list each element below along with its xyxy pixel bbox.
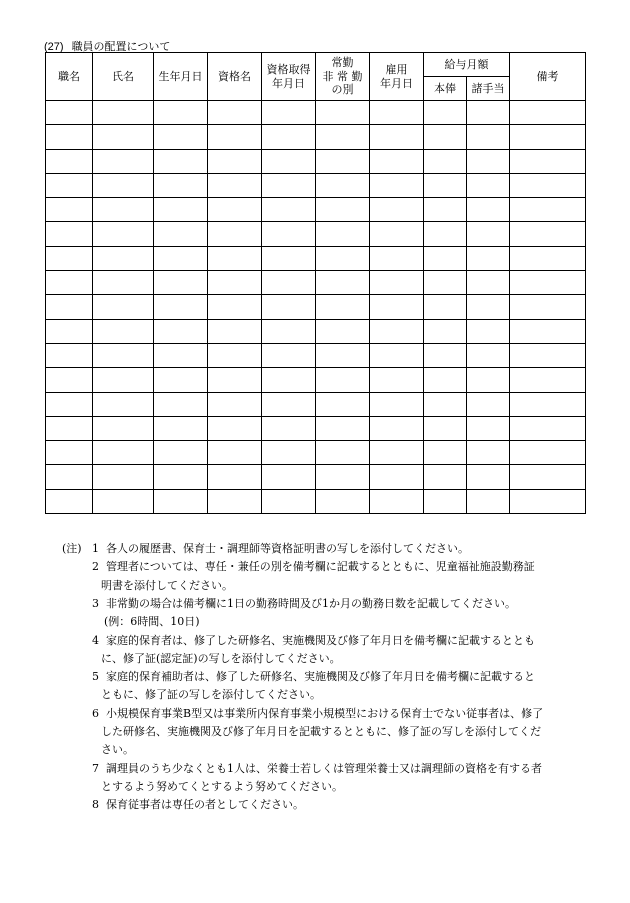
table-cell[interactable]: [424, 101, 467, 125]
table-cell[interactable]: [262, 173, 316, 197]
note-text: とするよう努めてくとするよう努めてください。: [101, 779, 343, 793]
table-row: [46, 465, 586, 489]
table-cell[interactable]: [154, 441, 208, 465]
table-cell[interactable]: [424, 319, 467, 343]
table-cell[interactable]: [46, 271, 93, 295]
table-cell[interactable]: [510, 392, 586, 416]
table-cell[interactable]: [262, 246, 316, 270]
table-cell[interactable]: [467, 149, 510, 173]
table-cell[interactable]: [467, 441, 510, 465]
table-cell[interactable]: [370, 246, 424, 270]
table-cell[interactable]: [46, 295, 93, 319]
table-cell[interactable]: [424, 392, 467, 416]
table-cell[interactable]: [262, 319, 316, 343]
table-cell[interactable]: [46, 246, 93, 270]
table-cell[interactable]: [93, 441, 154, 465]
table-cell[interactable]: [93, 101, 154, 125]
table-cell[interactable]: [510, 271, 586, 295]
table-cell[interactable]: [467, 173, 510, 197]
table-cell[interactable]: [510, 101, 586, 125]
note-text: 明書を添付してください。: [101, 578, 233, 592]
table-cell[interactable]: [370, 489, 424, 513]
table-cell[interactable]: [208, 246, 262, 270]
table-cell[interactable]: [93, 343, 154, 367]
table-cell[interactable]: [46, 489, 93, 513]
note-number: 5: [92, 670, 99, 684]
note-text: 小規模保育事業B型又は事業所内保育事業小規模型における保育士でない従事者は、修了: [106, 706, 544, 720]
table-cell[interactable]: [510, 416, 586, 440]
header-fulltime-line2: 非 常 勤: [322, 69, 363, 83]
table-row: [46, 368, 586, 392]
table-cell[interactable]: [370, 441, 424, 465]
table-cell[interactable]: [93, 489, 154, 513]
table-cell[interactable]: [262, 198, 316, 222]
table-cell[interactable]: [316, 295, 370, 319]
header-allowances: 諸手当: [467, 77, 510, 101]
header-fulltime-line3: の別: [331, 83, 354, 97]
table-cell[interactable]: [262, 125, 316, 149]
table-cell[interactable]: [467, 101, 510, 125]
table-cell[interactable]: [46, 392, 93, 416]
table-cell[interactable]: [262, 416, 316, 440]
table-cell[interactable]: [424, 441, 467, 465]
table-cell[interactable]: [316, 343, 370, 367]
table-cell[interactable]: [316, 465, 370, 489]
table-cell[interactable]: [93, 198, 154, 222]
table-cell[interactable]: [46, 125, 93, 149]
table-cell[interactable]: [46, 101, 93, 125]
table-cell[interactable]: [370, 319, 424, 343]
table-cell[interactable]: [510, 441, 586, 465]
table-cell[interactable]: [370, 149, 424, 173]
table-cell[interactable]: [46, 319, 93, 343]
table-cell[interactable]: [93, 392, 154, 416]
table-cell[interactable]: [208, 295, 262, 319]
note-text: 家庭的保育補助者は、修了した研修名、実施機関及び修了年月日を備考欄に記載すると: [106, 670, 535, 684]
note-number: 3: [92, 596, 99, 610]
table-cell[interactable]: [467, 392, 510, 416]
table-cell[interactable]: [262, 271, 316, 295]
staff-table: [45, 52, 586, 514]
table-cell[interactable]: [154, 149, 208, 173]
table-row: [46, 173, 586, 197]
table-cell[interactable]: [208, 441, 262, 465]
table-cell[interactable]: [316, 246, 370, 270]
table-cell[interactable]: [510, 295, 586, 319]
table-cell[interactable]: [370, 222, 424, 246]
table-cell[interactable]: [467, 489, 510, 513]
note-text: に、修了証(認定証)の写しを添付してください。: [101, 651, 341, 665]
table-cell[interactable]: [154, 489, 208, 513]
table-cell[interactable]: [510, 319, 586, 343]
header-birth-date: 生年月日: [154, 53, 208, 101]
note-text: 保育従事者は専任の者としてください。: [106, 798, 304, 812]
table-cell[interactable]: [424, 198, 467, 222]
table-cell[interactable]: [154, 101, 208, 125]
table-cell[interactable]: [208, 198, 262, 222]
header-qualification-date-line1: 資格取得: [266, 62, 311, 76]
table-cell[interactable]: [316, 222, 370, 246]
table-cell[interactable]: [370, 271, 424, 295]
table-cell[interactable]: [93, 222, 154, 246]
table-cell[interactable]: [46, 173, 93, 197]
table-cell[interactable]: [154, 295, 208, 319]
note-text: 家庭的保育者は、修了した研修名、実施機関及び修了年月日を備考欄に記載するととも: [106, 633, 535, 647]
header-fulltime: [316, 53, 370, 101]
table-cell[interactable]: [467, 343, 510, 367]
table-cell[interactable]: [510, 198, 586, 222]
note-number: 4: [92, 633, 99, 647]
table-cell[interactable]: [424, 125, 467, 149]
table-cell[interactable]: [467, 246, 510, 270]
table-cell[interactable]: [154, 271, 208, 295]
table-cell[interactable]: [424, 416, 467, 440]
table-cell[interactable]: [467, 295, 510, 319]
table-cell[interactable]: [46, 222, 93, 246]
table-cell[interactable]: [93, 271, 154, 295]
table-cell[interactable]: [262, 489, 316, 513]
table-cell[interactable]: [370, 101, 424, 125]
table-cell[interactable]: [467, 271, 510, 295]
header-employment-date-line2: 年月日: [380, 76, 413, 90]
note-number: 8: [92, 798, 99, 812]
note-text: 非常勤の場合は備考欄に1日の勤務時間及び1か月の勤務日数を記載してください。: [106, 596, 516, 610]
table-cell[interactable]: [510, 173, 586, 197]
table-cell[interactable]: [154, 416, 208, 440]
note-text: ともに、修了証の写しを添付してください。: [101, 688, 321, 702]
table-cell[interactable]: [46, 343, 93, 367]
table-cell[interactable]: [316, 101, 370, 125]
table-cell[interactable]: [154, 125, 208, 149]
table-cell[interactable]: [93, 319, 154, 343]
table-cell[interactable]: [316, 368, 370, 392]
table-row: [46, 125, 586, 149]
note-text: さい。: [101, 743, 134, 757]
note-number: 7: [92, 761, 99, 775]
section-title-text: 職員の配置について: [71, 40, 171, 53]
table-cell[interactable]: [208, 489, 262, 513]
table-cell[interactable]: [510, 125, 586, 149]
table-cell[interactable]: [154, 198, 208, 222]
table-cell[interactable]: [316, 319, 370, 343]
table-cell[interactable]: [154, 319, 208, 343]
table-cell[interactable]: [370, 392, 424, 416]
table-cell[interactable]: [154, 392, 208, 416]
table-cell[interactable]: [316, 198, 370, 222]
table-cell[interactable]: [316, 392, 370, 416]
table-row: [46, 416, 586, 440]
table-cell[interactable]: [316, 416, 370, 440]
table-cell[interactable]: [154, 246, 208, 270]
header-qualification-date-line2: 年月日: [272, 76, 305, 90]
table-cell[interactable]: [262, 101, 316, 125]
table-row: [46, 392, 586, 416]
table-cell[interactable]: [46, 441, 93, 465]
table-cell[interactable]: [316, 271, 370, 295]
table-row: [46, 149, 586, 173]
table-row: [46, 222, 586, 246]
table-cell[interactable]: [467, 368, 510, 392]
table-cell[interactable]: [262, 465, 316, 489]
table-cell[interactable]: [424, 173, 467, 197]
header-qualification-date: [262, 53, 316, 101]
table-cell[interactable]: [370, 198, 424, 222]
note-text: 各人の履歴書、保育士・調理師等資格証明書の写しを添付してください。: [106, 542, 469, 555]
table-cell[interactable]: [262, 441, 316, 465]
table-cell[interactable]: [424, 465, 467, 489]
table-cell[interactable]: [208, 343, 262, 367]
table-cell[interactable]: [208, 465, 262, 489]
table-cell[interactable]: [370, 125, 424, 149]
section-number: (27): [44, 41, 64, 53]
table-cell[interactable]: [370, 416, 424, 440]
table-cell[interactable]: [208, 392, 262, 416]
table-cell[interactable]: [93, 246, 154, 270]
table-cell[interactable]: [510, 489, 586, 513]
table-cell[interactable]: [316, 441, 370, 465]
table-cell[interactable]: [424, 489, 467, 513]
table-cell[interactable]: [154, 368, 208, 392]
table-cell[interactable]: [262, 149, 316, 173]
table-cell[interactable]: [208, 222, 262, 246]
table-cell[interactable]: [93, 465, 154, 489]
table-cell[interactable]: [424, 222, 467, 246]
table-cell[interactable]: [93, 295, 154, 319]
notes-label: (注): [62, 542, 82, 555]
table-cell[interactable]: [370, 173, 424, 197]
table-cell[interactable]: [262, 343, 316, 367]
table-cell[interactable]: [208, 149, 262, 173]
table-cell[interactable]: [467, 465, 510, 489]
table-row: [46, 489, 586, 513]
table-cell[interactable]: [208, 125, 262, 149]
table-cell[interactable]: [424, 368, 467, 392]
table-cell[interactable]: [46, 465, 93, 489]
table-cell[interactable]: [46, 149, 93, 173]
table-cell[interactable]: [154, 173, 208, 197]
table-cell[interactable]: [262, 295, 316, 319]
table-cell[interactable]: [424, 246, 467, 270]
table-cell[interactable]: [208, 319, 262, 343]
table-cell[interactable]: [46, 416, 93, 440]
table-row: [46, 271, 586, 295]
table-cell[interactable]: [467, 125, 510, 149]
table-cell[interactable]: [424, 343, 467, 367]
table-cell[interactable]: [467, 416, 510, 440]
header-remarks: 備考: [510, 53, 586, 101]
table-cell[interactable]: [316, 489, 370, 513]
table-cell[interactable]: [262, 392, 316, 416]
table-row: [46, 441, 586, 465]
table-cell[interactable]: [93, 368, 154, 392]
table-row: [46, 319, 586, 343]
header-employment-date-line1: 雇用: [385, 62, 408, 76]
table-cell[interactable]: [208, 101, 262, 125]
table-cell[interactable]: [467, 222, 510, 246]
table-cell[interactable]: [370, 343, 424, 367]
header-fulltime-line1: 常勤: [331, 55, 354, 69]
table-cell[interactable]: [316, 173, 370, 197]
table-cell[interactable]: [510, 246, 586, 270]
note-text: (例：6時間、10日): [104, 615, 200, 629]
table-cell[interactable]: [208, 368, 262, 392]
note-text: 管理者については、専任・兼任の別を備考欄に記載するとともに、児童福祉施設勤務証: [106, 560, 535, 574]
table-cell[interactable]: [370, 295, 424, 319]
table-cell[interactable]: [262, 368, 316, 392]
header-name: 氏名: [93, 53, 154, 101]
note-number: 6: [92, 706, 99, 720]
table-cell[interactable]: [154, 465, 208, 489]
header-base-pay: 本俸: [424, 77, 467, 101]
table-row: [46, 295, 586, 319]
table-cell[interactable]: [467, 319, 510, 343]
note-number: 1: [92, 542, 99, 555]
table-row: [46, 343, 586, 367]
note-number: 2: [92, 560, 99, 574]
note-text: した研修名、実施機関及び修了年月日を記載するとともに、修了証の写しを添付してくだ: [101, 725, 541, 738]
table-cell[interactable]: [154, 222, 208, 246]
table-cell[interactable]: [46, 368, 93, 392]
table-cell[interactable]: [154, 343, 208, 367]
table-cell[interactable]: [208, 416, 262, 440]
header-employment-date: [370, 53, 424, 101]
note-text: 調理員のうち少なくとも1人は、栄養士若しくは管理栄養士又は調理師の資格を有する者: [106, 761, 542, 775]
header-qualification: 資格名: [208, 53, 262, 101]
table-cell[interactable]: [424, 271, 467, 295]
table-cell[interactable]: [208, 173, 262, 197]
table-cell[interactable]: [510, 368, 586, 392]
table-cell[interactable]: [370, 465, 424, 489]
table-cell[interactable]: [316, 149, 370, 173]
table-cell[interactable]: [424, 149, 467, 173]
table-cell[interactable]: [510, 465, 586, 489]
table-cell[interactable]: [370, 368, 424, 392]
table-cell[interactable]: [510, 343, 586, 367]
table-cell[interactable]: [208, 271, 262, 295]
header-salary: 給与月額: [424, 53, 510, 77]
table-cell[interactable]: [510, 149, 586, 173]
table-cell[interactable]: [93, 416, 154, 440]
table-cell[interactable]: [46, 198, 93, 222]
table-cell[interactable]: [93, 173, 154, 197]
table-cell[interactable]: [93, 149, 154, 173]
table-cell[interactable]: [424, 295, 467, 319]
header-job-title: 職名: [46, 53, 93, 101]
table-row: [46, 198, 586, 222]
table-cell[interactable]: [510, 222, 586, 246]
table-row: [46, 246, 586, 270]
table-cell[interactable]: [467, 198, 510, 222]
table-cell[interactable]: [316, 125, 370, 149]
table-body: [46, 101, 586, 514]
table-row: [46, 101, 586, 125]
table-cell[interactable]: [262, 222, 316, 246]
table-cell[interactable]: [93, 125, 154, 149]
